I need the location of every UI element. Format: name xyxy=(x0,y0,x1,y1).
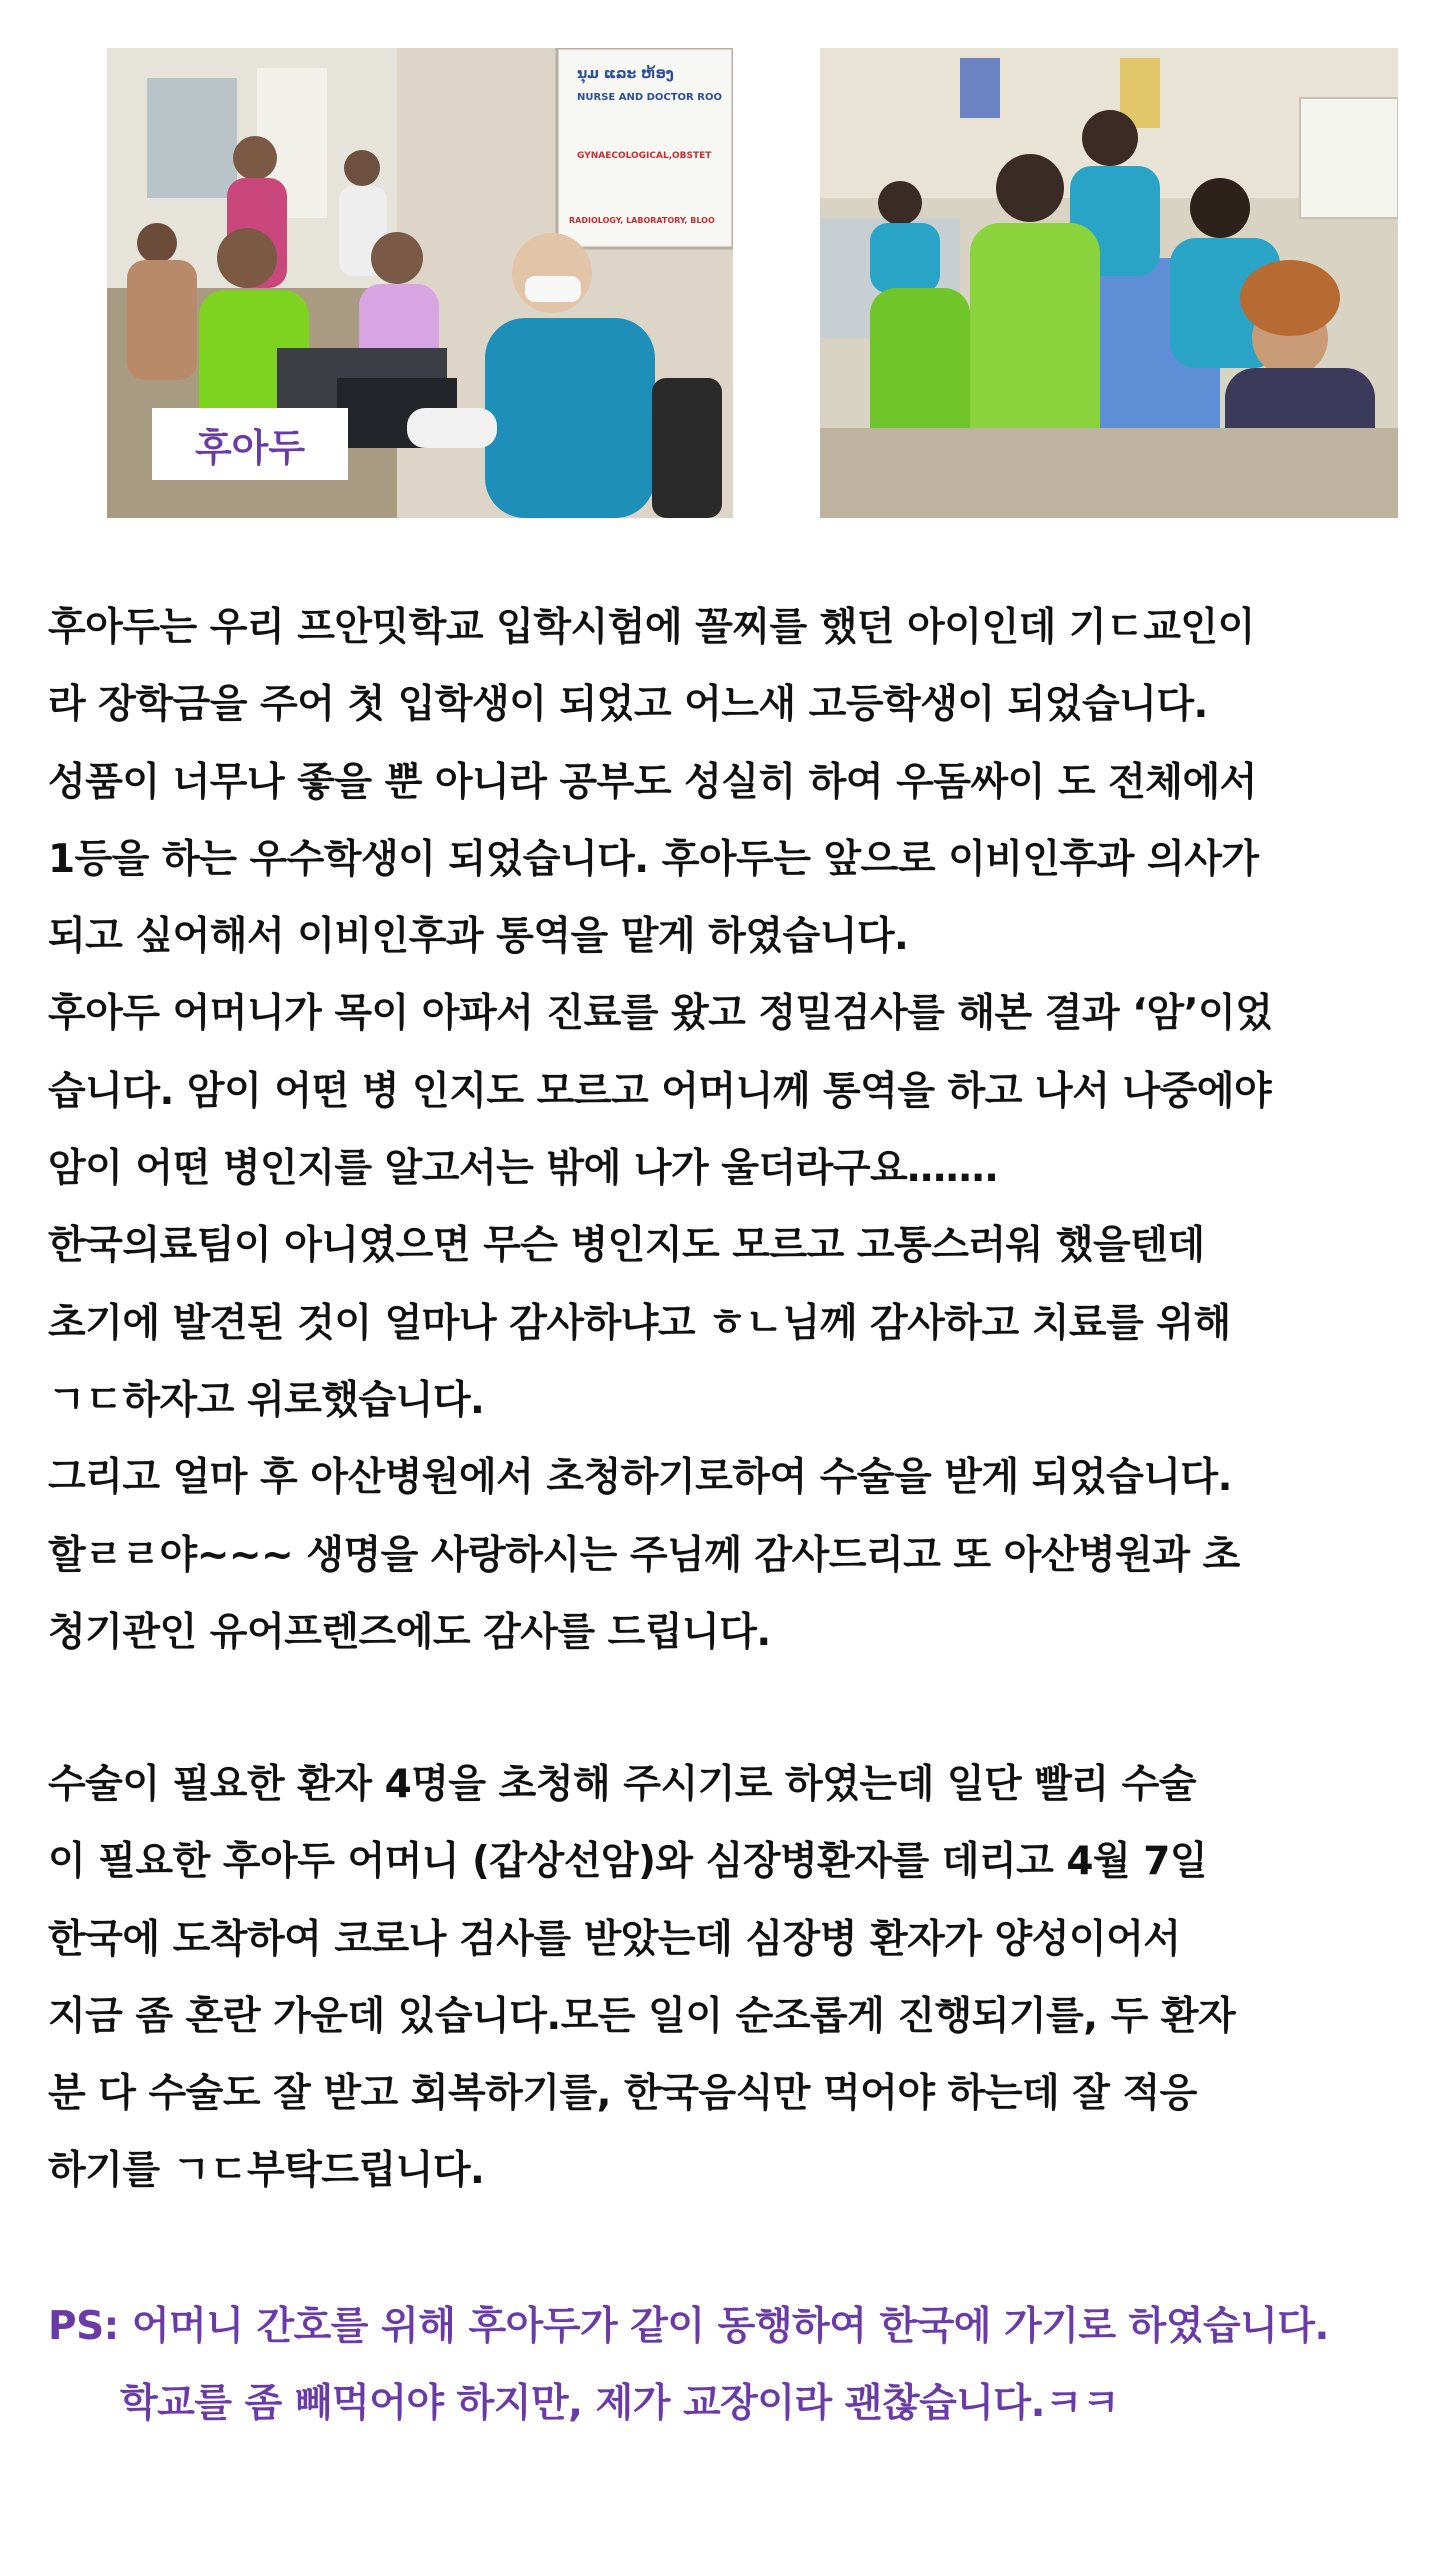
text-line: 분 다 수술도 잘 받고 회복하기를, 한국음식만 먹어야 하는데 잘 적응 xyxy=(48,2071,1197,2117)
text-line: 되고 싶어해서 이비인후과 통역을 맡게 하였습니다. xyxy=(48,914,909,960)
postscript xyxy=(48,2288,1418,2443)
postscript-line-2: 학교를 좀 빼먹어야 하지만, 제가 교장이라 괜찮습니다.ㅋㅋ xyxy=(120,2381,1120,2427)
text-line: 후아두 어머니가 목이 아파서 진료를 왔고 정밀검사를 해본 결과 ‘암’이었 xyxy=(48,991,1273,1037)
article-paragraph-1 xyxy=(48,589,1418,1671)
photo-volunteers-with-patient xyxy=(820,48,1398,518)
sign-text-5: RADIOLOGY, LABORATORY, BLOO xyxy=(569,216,715,225)
article-paragraph-2 xyxy=(48,1746,1418,2210)
photo-caption: 후아두 xyxy=(152,408,348,480)
photo-doctor-with-patients xyxy=(107,48,733,518)
text-line: 암이 어떤 병인지를 알고서는 밖에 나가 울더라구요……. xyxy=(48,1146,999,1192)
text-line: 한국에 도착하여 코로나 검사를 받았는데 심장병 환자가 양성이어서 xyxy=(48,1916,1181,1962)
text-line: 할ㄹㄹ야~~~ 생명을 사랑하시는 주님께 감사드리고 또 아산병원과 초 xyxy=(48,1532,1240,1578)
sign-text-3: GYNAECOLOGICAL, xyxy=(577,151,673,161)
text-line: 초기에 발견된 것이 얼마나 감사하냐고 ㅎㄴ님께 감사하고 치료를 위해 xyxy=(48,1300,1231,1346)
text-line: 청기관인 유어프렌즈에도 감사를 드립니다. xyxy=(48,1609,771,1655)
text-line: ㄱㄷ하자고 위로했습니다. xyxy=(48,1377,485,1423)
text-line: 습니다. 암이 어떤 병 인지도 모르고 어머니께 통역을 하고 나서 나중에야 xyxy=(48,1068,1272,1114)
postscript-line-1: PS: 어머니 간호를 위해 후아두가 같이 동행하여 한국에 가기로 하였습니다. xyxy=(48,2304,1329,2349)
sign-text-1: ນຸມ ແລະ ຫ້ອງ xyxy=(577,66,674,82)
text-line: 성품이 너무나 좋을 뿐 아니라 공부도 성실히 하여 우돔싸이 도 전체에서 xyxy=(48,759,1257,805)
text-line: 하기를 ㄱㄷ부탁드립니다. xyxy=(48,2148,485,2194)
sign-text-4: OBSTET xyxy=(672,151,712,161)
text-line: 수술이 필요한 환자 4명을 초청해 주시기로 하였는데 일단 빨리 수술 xyxy=(48,1762,1197,1807)
text-line: 한국의료팀이 아니였으면 무슨 병인지도 모르고 고통스러워 했을텐데 xyxy=(48,1223,1205,1269)
text-line: 1등을 하는 우수학생이 되었습니다. 후아두는 앞으로 이비인후과 의사가 xyxy=(48,836,1259,882)
sign-text-2: NURSE AND DOCTOR ROO xyxy=(577,92,722,103)
text-line: 후아두는 우리 프안밋학교 입학시험에 꼴찌를 했던 아이인데 기ㄷ교인이 xyxy=(48,605,1255,650)
text-line: 그리고 얼마 후 아산병원에서 초청하기로하여 수술을 받게 되었습니다. xyxy=(48,1455,1232,1501)
text-line: 지금 좀 혼란 가운데 있습니다.모든 일이 순조롭게 진행되기를, 두 환자 xyxy=(48,1993,1236,2039)
photo-volunteers-with-patient-illustration xyxy=(820,48,1398,518)
text-line: 라 장학금을 주어 첫 입학생이 되었고 어느새 고등학생이 되었습니다. xyxy=(48,682,1208,728)
text-line: 이 필요한 후아두 어머니 (갑상선암)와 심장병환자를 데리고 4월 7일 xyxy=(48,1839,1208,1885)
